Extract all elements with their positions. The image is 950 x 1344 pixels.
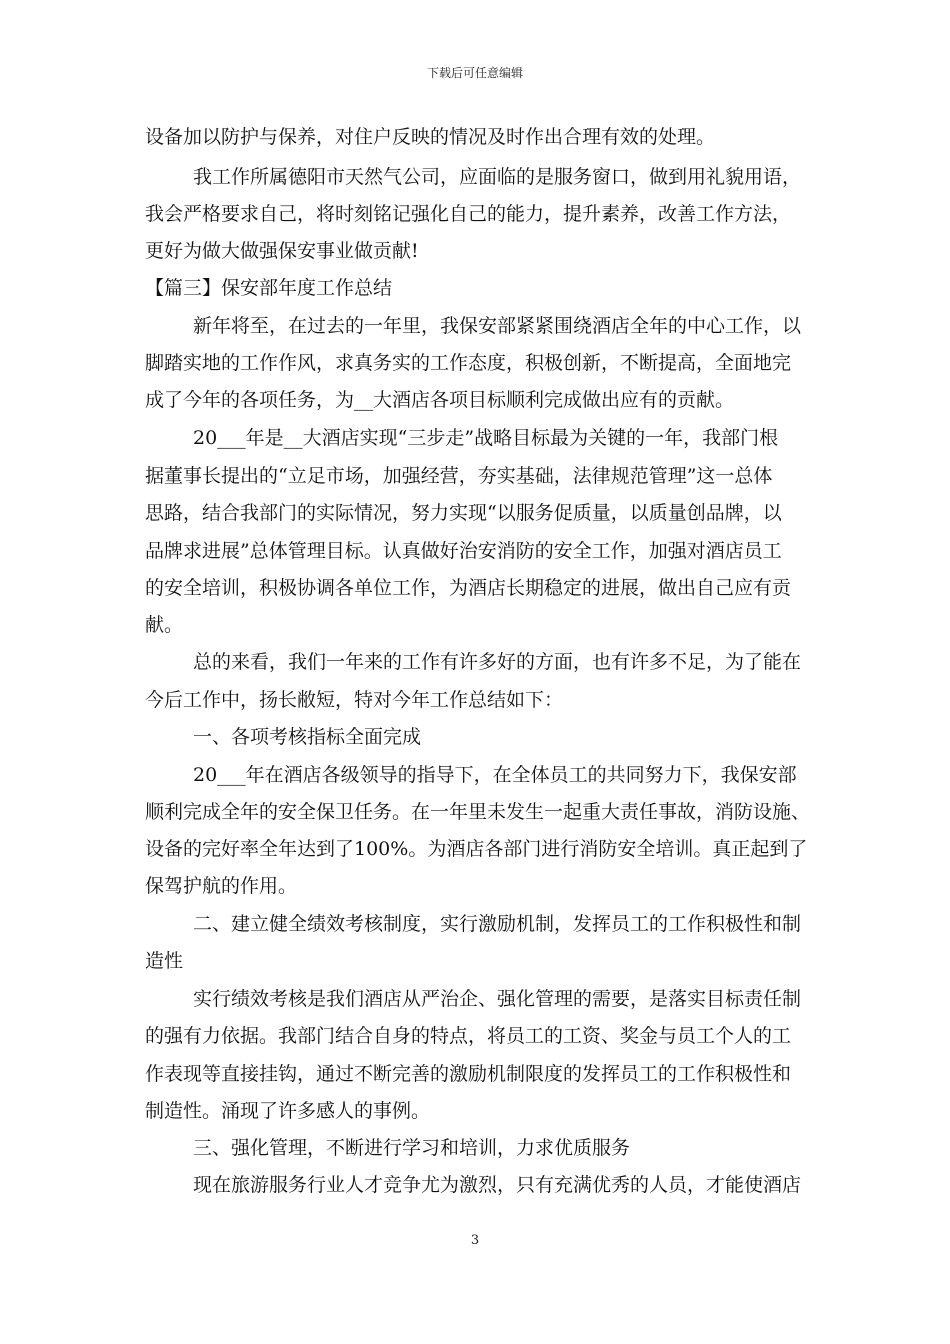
section-heading: 造性 <box>145 950 184 972</box>
text-line: 总的来看，我们一年来的工作有许多好的方面，也有许多不足，为了能在 <box>193 651 802 673</box>
text-line: 成了今年的各项任务，为__大酒店各项目标顺利完成做出应有的贡献。 <box>145 389 735 411</box>
text-line: 更好为做大做强保安事业做贡献! <box>145 240 419 262</box>
text-line: 设备加以防护与保养，对住户反映的情况及时作出合理有效的处理。 <box>145 126 716 148</box>
text-line: 我会严格要求自己，将时刻铭记强化自己的能力，提升素养，改善工作方法， <box>145 203 792 225</box>
text-line: 献。 <box>145 614 184 636</box>
page-header: 下载后可任意编辑 <box>426 66 523 80</box>
text-line: 制造性。涌现了许多感人的事例。 <box>145 1100 431 1122</box>
text-line: 品牌求进展”总体管理目标。认真做好治安消防的安全工作，加强对酒店员工 <box>145 540 782 562</box>
text-line: 20___年是__大酒店实现“三步走”战略目标最为关键的一年，我部门根 <box>193 427 779 449</box>
text-line: 思路，结合我部门的实际情况，努力实现“以服务促质量，以质量创品牌，以 <box>145 502 782 524</box>
text-line: 的强有力依据。我部门结合自身的特点，将员工的工资、奖金与员工个人的工 <box>145 1025 792 1047</box>
section-heading: 二、建立健全绩效考核制度，实行激励机制，发挥员工的工作积极性和制 <box>193 913 802 935</box>
text-line: 脚踏实地的工作作风，求真务实的工作态度，积极创新，不断提高，全面地完 <box>145 352 792 374</box>
section-heading: 一、各项考核指标全面完成 <box>193 726 422 748</box>
page-number: 3 <box>470 1233 480 1248</box>
text-line: 现在旅游服务行业人才竞争尤为激烈，只有充满优秀的人员，才能使酒店 <box>193 1174 802 1196</box>
text-line: 今后工作中，扬长敝短，特对今年工作总结如下： <box>145 689 564 711</box>
text-line: 我工作所属德阳市天然气公司，应面临的是服务窗口，做到用礼貌用语， <box>193 166 802 188</box>
text-line: 据董事长提出的“立足市场，加强经营，夯实基础，法律规范管理”这一总体 <box>145 465 773 487</box>
text-line: 保驾护航的作用。 <box>145 875 298 897</box>
text-line: 20___年在酒店各级领导的指导下，在全体员工的共同努力下，我保安部 <box>193 764 797 786</box>
text-line: 的安全培训，积极协调各单位工作，为酒店长期稳定的进展，做出自己应有贡 <box>145 577 792 599</box>
text-line: 新年将至，在过去的一年里，我保安部紧紧围绕酒店全年的中心工作，以 <box>193 315 802 337</box>
text-line: 实行绩效考核是我们酒店从严治企、强化管理的需要，是落实目标责任制 <box>193 988 802 1010</box>
section-heading: 三、强化管理，不断进行学习和培训，力求优质服务 <box>193 1137 631 1159</box>
text-line: 设备的完好率全年达到了100%。为酒店各部门进行消防安全培训。真正起到了 <box>145 838 808 860</box>
section-heading: 【篇三】保安部年度工作总结 <box>145 277 393 299</box>
text-line: 顺利完成全年的安全保卫任务。在一年里未发生一起重大责任事故，消防设施、 <box>145 801 811 823</box>
text-line: 作表现等直接挂钩，通过不断完善的激励机制限度的发挥员工的工作积极性和 <box>145 1063 792 1085</box>
